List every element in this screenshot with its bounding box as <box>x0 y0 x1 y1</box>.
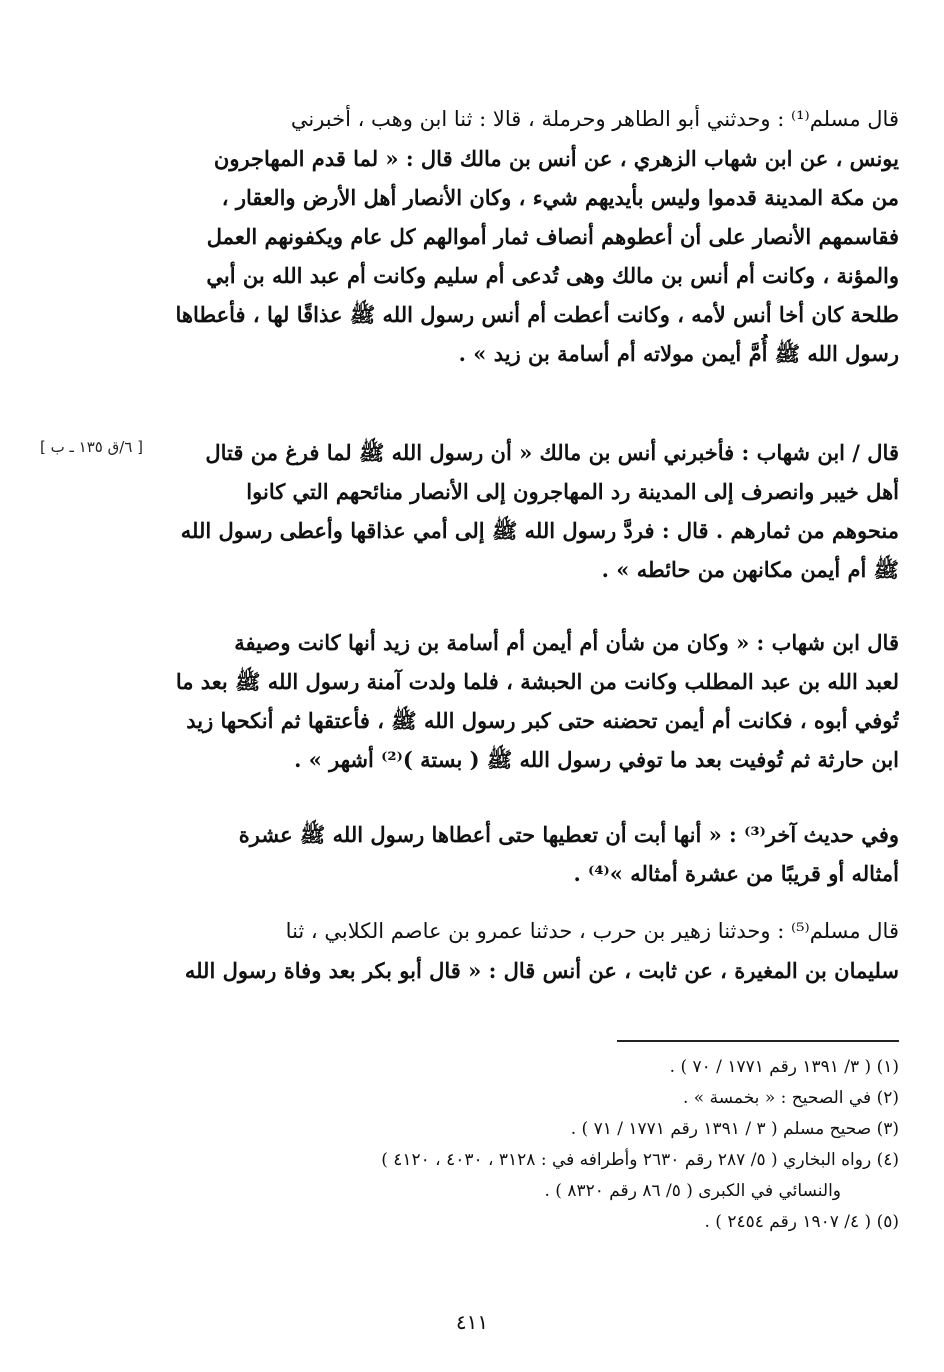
text-line: طلحة كان أخا أنس لأمه ، وكانت أعطت أم أنس رسول الله ﷺ عذاقًا لها ، فأعطاها <box>175 302 899 327</box>
text-line: قال مسلم⁽⁵⁾ : وحدثنا زهير بن حرب ، حدثنا عمرو بن عاصم الكلابي ، ثنا <box>285 919 899 943</box>
paragraph-4 <box>147 815 899 893</box>
footnote-separator <box>617 1040 899 1042</box>
text-line: أهل خيبر وانصرف إلى المدينة رد المهاجرون إلى الأنصار منائحهم التي كانوا <box>246 479 899 504</box>
footnotes <box>79 1052 899 1238</box>
footnote-3: (٣) صحيح مسلم ( ٣ / ١٣٩١ رقم ١٧٧١ / ٧١ ) . <box>570 1119 899 1139</box>
text-line: قال مسلم⁽¹⁾ : وحدثني أبو الطاهر وحرملة ، قالا : ثنا ابن وهب ، أخبرني <box>290 107 899 131</box>
text-line: قال ابن شهاب : « وكان من شأن أم أيمن أم أسامة بن زيد أنها كانت وصيفة <box>234 630 899 655</box>
footnote-4: (٤) رواه البخاري ( ٥/ ٢٨٧ رقم ٢٦٣٠ وأطرافه في : ٣١٢٨ ، ٤٠٣٠ ، ٤١٢٠ ) <box>381 1150 899 1170</box>
text-line: من مكة المدينة قدموا وليس بأيديهم شيء ، وكان الأنصار أهل الأرض والعقار ، <box>221 185 899 210</box>
footnote-2: (٢) في الصحيح : « بخمسة » . <box>682 1088 899 1108</box>
text-line: ﷺ أم أيمن مكانهن من حائطه » . <box>601 557 899 582</box>
page-number: ٤١١ <box>455 1310 489 1334</box>
text-line: لعبد الله بن عبد المطلب وكانت من الحبشة ، فلما ولدت آمنة رسول الله ﷺ بعد ما <box>175 669 899 694</box>
text-line: والمؤنة ، وكانت أم أنس بن مالك وهى تُدعى أم سليم وكانت أم عبد الله بن أبي <box>206 263 899 288</box>
manuscript-folio-note: [ ٦/ق ١٣٥ ـ ب ] <box>40 438 143 456</box>
text-line: ابن حارثة ثم تُوفيت بعد ما توفي رسول الله ﷺ ( بستة )⁽²⁾ أشهر » . <box>294 747 899 772</box>
text-line: تُوفي أبوه ، فكانت أم أيمن تحضنه حتى كبر رسول الله ﷺ ، فأعتقها ثم أنكحها زيد <box>186 708 899 733</box>
paragraph-1 <box>147 100 899 373</box>
text-line: فقاسمهم الأنصار على أن أعطوهم أنصاف ثمار أموالهم كل عام ويكفونهم العمل <box>206 224 899 249</box>
footnote-1: (١) ( ٣/ ١٣٩١ رقم ١٧٧١ / ٧٠ ) . <box>669 1057 899 1077</box>
paragraph-5 <box>147 912 899 990</box>
footnote-4-continued: والنسائي في الكبرى ( ٥/ ٨٦ رقم ٨٣٢٠ ) . <box>544 1181 841 1201</box>
text-line: منحوهم من ثمارهم . قال : فردَّ رسول الله ﷺ إلى أمي عذاقها وأعطى رسول الله <box>180 518 899 543</box>
text-line: يونس ، عن ابن شهاب الزهري ، عن أنس بن مالك قال : « لما قدم المهاجرون <box>213 146 899 171</box>
text-line: قال / ابن شهاب : فأخبرني أنس بن مالك « أن رسول الله ﷺ لما فرغ من قتال <box>205 440 899 465</box>
text-line: وفي حديث آخر⁽³⁾ : « أنها أبت أن تعطيها حتى أعطاها رسول الله ﷺ عشرة <box>238 822 899 847</box>
text-line: رسول الله ﷺ أُمَّ أيمن مولاته أم أسامة بن زيد » . <box>458 341 899 366</box>
paragraph-3 <box>147 623 899 779</box>
paragraph-2 <box>147 433 899 589</box>
footnote-5: (٥) ( ٤/ ١٩٠٧ رقم ٢٤٥٤ ) . <box>704 1212 899 1232</box>
text-line: أمثاله أو قريبًا من عشرة أمثاله »⁽⁴⁾ . <box>573 861 899 886</box>
text-line: سليمان بن المغيرة ، عن ثابت ، عن أنس قال : « قال أبو بكر بعد وفاة رسول الله <box>184 958 899 983</box>
